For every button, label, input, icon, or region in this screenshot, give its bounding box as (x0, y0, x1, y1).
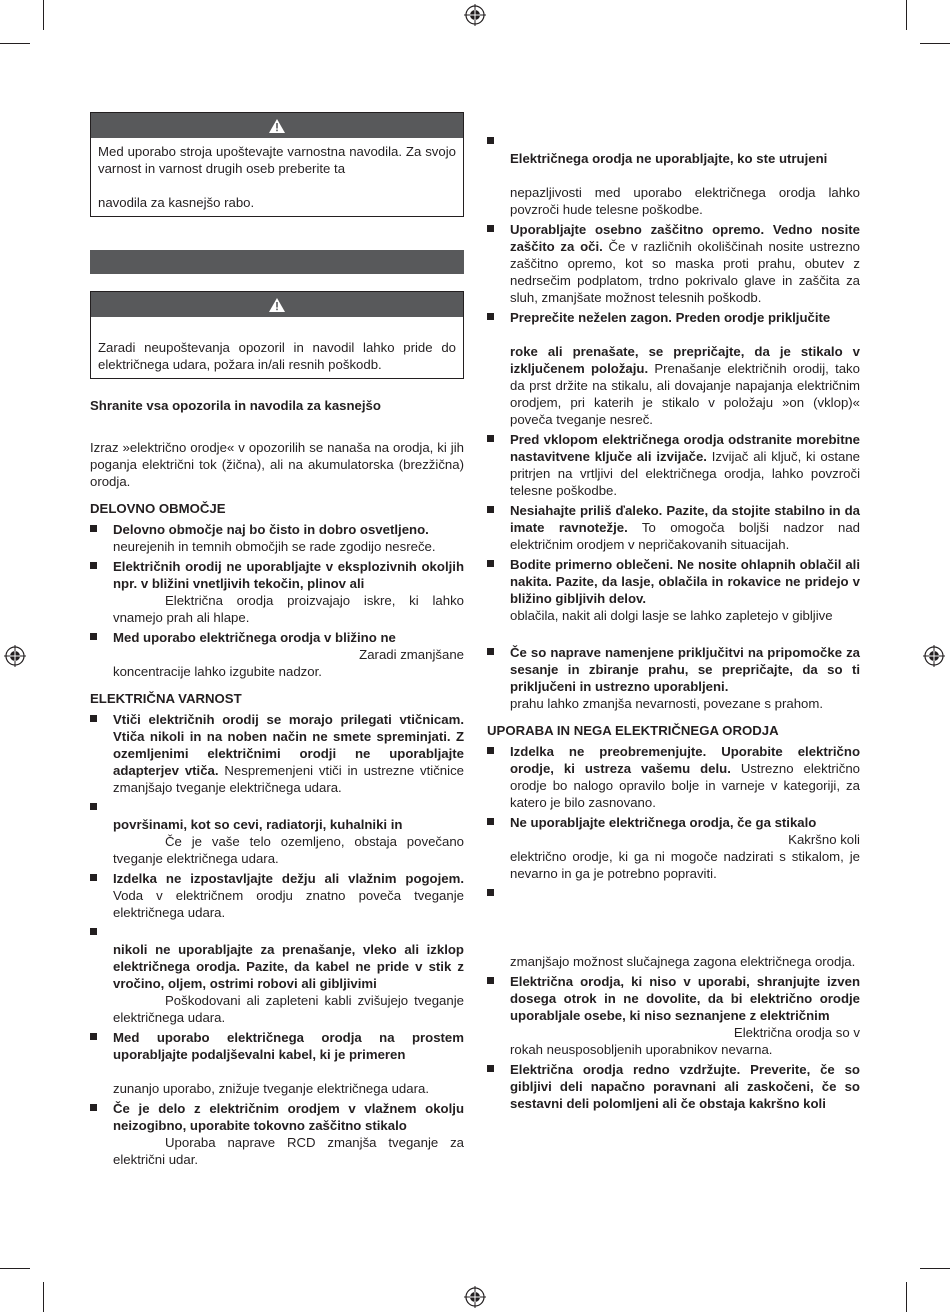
crop-mark (920, 1268, 950, 1269)
warning-box (90, 291, 464, 379)
registration-mark-icon (464, 4, 486, 26)
crop-mark (43, 1282, 44, 1312)
list-item: zmanjšajo možnost slučajnega zagona električnega orodja. (487, 885, 860, 970)
keep-instructions-note: Shranite vsa opozorila in navodila za kasnejšo (90, 398, 381, 413)
section-header-bar (90, 250, 464, 274)
left-column (90, 112, 464, 1171)
crop-mark (0, 1268, 30, 1269)
list-item: Preprečite neželen zagon. Preden orodje priključite roke ali prenašate, se prepričajte, da je stikalo v izključenem položaju. Prenašanje električnih orodij, tako da prst držite na stikalu, ali dovajanje napajanja električnim orodjem, pri katerih je stikalo v položaju »on (vklop)« poveča tveganje nesreč. (487, 309, 860, 428)
list-item: Izdelka ne preobremenjujte. Uporabite električno orodje, ki ustreza vašemu delu. Ustrezno električno orodje bo nalogo opravilo bolje in varneje v kategoriji, za katero je bilo zasnovano. (487, 743, 860, 811)
list-item: Pred vklopom električnega orodja odstranite morebitne nastavitvene ključe ali izvijače. Izvijač ali ključ, ki ostane pritrjen na vrtljivi del električnega orodja, lahko povzroči telesne poškodbe. (487, 431, 860, 499)
list-item: nikoli ne uporabljajte za prenašanje, vleko ali izklop električnega orodja. Pazite, da kabel ne pride v stik z vročino, oljem, ostrimi robovi ali gibljivimi Poškodovani ali zapleteni kabli zvišujejo tveganje električnega udara. (90, 924, 464, 1026)
right-column (487, 133, 860, 1115)
list-item: Električna orodja, ki niso v uporabi, shranjujte izven dosega otrok in ne dovolite, da bi električno orodje uporabljale osebe, ki niso seznanjene z električnim Električna orodja so v rokah neusposobljenih uporabnikov nevarna. (487, 973, 860, 1058)
list-item: Uporabljajte osebno zaščitno opremo. Vedno nosite zaščito za oči. Če v različnih okoliščinah nosite ustrezno zaščitno opremo, kot so maska proti prahu, obutev z nedrsečim podplatom, trdno pokrivalo glave in zaščita za sluh, zmanjšate možnost telesnih poškodb. (487, 221, 860, 306)
warning-triangle-icon (269, 298, 285, 312)
section-heading: DELOVNO OBMOČJE (90, 501, 226, 516)
list-item: Električnih orodij ne uporabljajte v eksplozivnih okoljih npr. v bližini vnetljivih tekočin, plinov ali Električna orodja proizvajajo iskre, ki lahko vnamejo prah ali hlape. (90, 558, 464, 626)
intro-paragraph: Izraz »električno orodje« v opozorilih se nanaša na orodja, ki jih poganja električni tok (žična), ali na akumulatorska (brezžična) orodja. (90, 440, 464, 489)
warning-text-tail: navodila za kasnejšo rabo. (98, 195, 255, 210)
bullet-list (487, 133, 860, 712)
bullet-list (90, 521, 464, 680)
list-item: Če je delo z električnim orodjem v vlažnem okolju neizogibno, uporabite tokovno zaščitno stikalo Uporaba naprave RCD zmanjša tveganje za električni udar. (90, 1100, 464, 1168)
warning-text: Zaradi neupoštevanja opozoril in navodil lahko pride do električnega udara, požara in/ali resnih poškodb. (98, 340, 456, 372)
crop-mark (920, 43, 950, 44)
registration-mark-icon (464, 1286, 486, 1308)
list-item: Ne uporabljajte električnega orodja, če ga stikalo Kakršno koli električno orodje, ki ga ni mogoče nadzirati s stikalom, je nevarno in ga je potrebno popraviti. (487, 814, 860, 882)
section-heading: UPORABA IN NEGA ELEKTRIČNEGA ORODJA (487, 723, 779, 738)
warning-box-header (91, 113, 463, 138)
bullet-list (487, 743, 860, 1112)
list-item: površinami, kot so cevi, radiatorji, kuhalniki in Če je vaše telo ozemljeno, obstaja povečano tveganje električnega udara. (90, 799, 464, 867)
list-item: Med uporabo električnega orodja na prostem uporabljajte podaljševalni kabel, ki je primeren zunanjo uporabo, znižuje tveganje električnega udara. (90, 1029, 464, 1097)
warning-box-body (91, 317, 463, 378)
list-item: Električnega orodja ne uporabljajte, ko ste utrujeni nepazljivosti med uporabo električnega orodja lahko povzroči hude telesne poškodbe. (487, 133, 860, 218)
list-item: Med uporabo električnega orodja v bližino ne Zaradi zmanjšane koncentracije lahko izgubite nadzor. (90, 629, 464, 680)
bullet-list (90, 711, 464, 1168)
registration-mark-icon (923, 645, 945, 667)
warning-triangle-icon (269, 119, 285, 133)
crop-mark (906, 0, 907, 30)
crop-mark (906, 1282, 907, 1312)
warning-box-body (91, 138, 463, 216)
list-item: Če so naprave namenjene priključitvi na pripomočke za sesanje in zbiranje prahu, se prepričajte, da so ti priključeni in ustrezno uporabljeni. prahu lahko zmanjša nevarnosti, povezane s prahom. (487, 644, 860, 712)
list-item: Vtiči električnih orodij se morajo prilegati vtičnicam. Vtiča nikoli in na noben način ne smete spreminjati. Z ozemljenimi električnimi orodji ne uporabljajte adapterjev vtiča. Nespremenjeni vtiči in ustrezne vtičnice zmanjšajo tveganje električnega udara. (90, 711, 464, 796)
crop-mark (43, 0, 44, 30)
registration-mark-icon (4, 645, 26, 667)
list-item: Nesiahajte priliš ďaleko. Pazite, da stojite stabilno in da imate ravnotežje. To omogoča boljši nadzor nad električnim orodjem v nepričakovanih situacijah. (487, 502, 860, 553)
list-item: Delovno območje naj bo čisto in dobro osvetljeno. neurejenih in temnih območjih se rade zgodijo nesreče. (90, 521, 464, 555)
list-item: Bodite primerno oblečeni. Ne nosite ohlapnih oblačil ali nakita. Pazite, da lasje, oblačila in rokavice ne pridejo v bližino gibljivih delov. oblačila, nakit ali dolgi lasje se lahko zapletejo v gibljive (487, 556, 860, 641)
list-item: Električna orodja redno vzdržujte. Preverite, če so gibljivi deli napačno poravnani ali zaskočeni, če so sestavni deli polomljeni ali če obstaja kakršno koli (487, 1061, 860, 1112)
warning-box (90, 112, 464, 217)
section-heading: ELEKTRIČNA VARNOST (90, 691, 242, 706)
warning-text: Med uporabo stroja upoštevajte varnostna navodila. Za svojo varnost in varnost drugih oseb preberite ta (98, 144, 456, 176)
warning-box-header (91, 292, 463, 317)
list-item: Izdelka ne izpostavljajte dežju ali vlažnim pogojem. Voda v električnem orodju znatno poveča tveganje električnega udara. (90, 870, 464, 921)
crop-mark (0, 43, 30, 44)
